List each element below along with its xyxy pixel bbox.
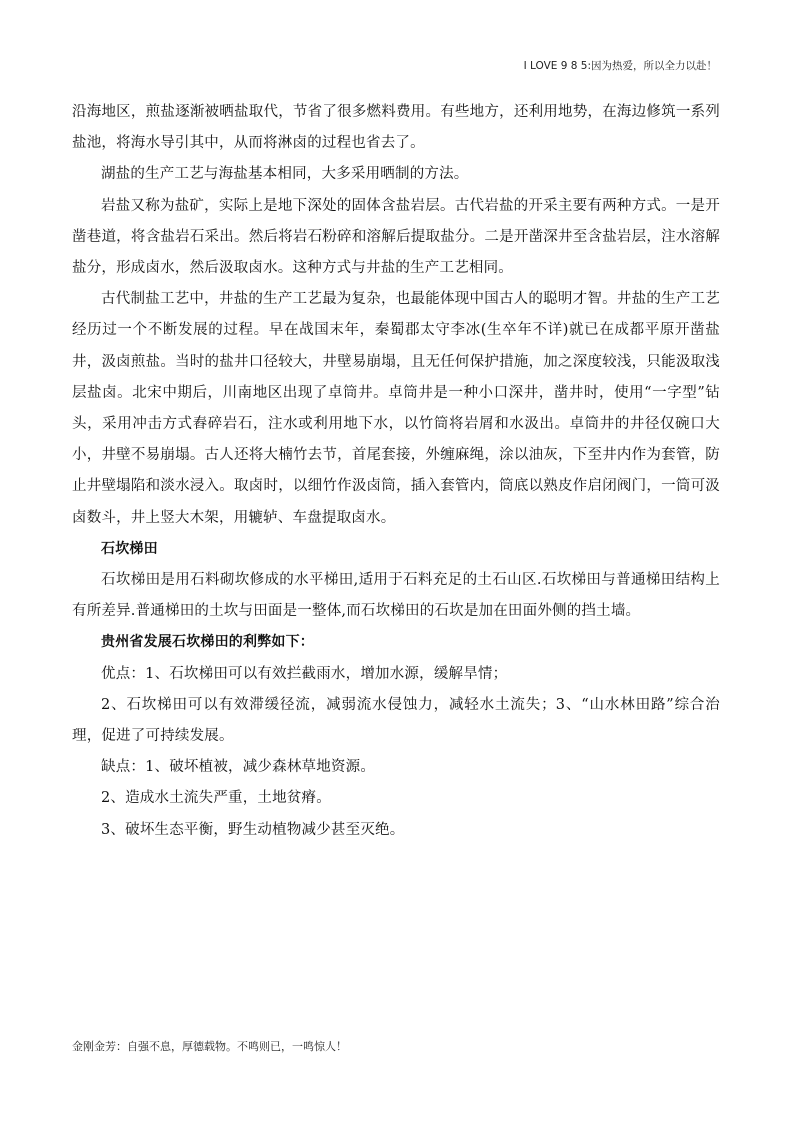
paragraph-well-salt: 古代制盐工艺中，井盐的生产工艺最为复杂，也最能体现中国古人的聪明才智。井盐的生产工艺经历过一个不断发展的过程。早在战国末年，秦蜀郡太守李冰(生卒年不详)就已在成都平原开凿盐井，汲卤煎盐。当时的盐井口径较大，井壁易崩塌，且无任何保护措施，加之深度较浅，只能汲取浅层盐卤。北宋中期后，川南地区出现了卓筒井。卓筒井是一种小口深井，凿井时，使用“一字型”钻头，采用冲击方式舂碎岩石，注水或利用地下水，以竹筒将岩屑和水汲出。卓筒井的井径仅碗口大小，井壁不易崩塌。古人还将大楠竹去节，首尾套接，外缠麻绳，涂以油灰，下至井内作为套管，防止井壁塌陷和淡水浸入。取卤时，以细竹作汲卤筒，插入套管内，筒底以熟皮作启闭阀门，一筒可汲卤数斗，井上竖大木架，用辘轳、车盘提取卤水。 xyxy=(72,291,720,526)
section-heading-stone-terrace: 石坎梯田 xyxy=(101,540,158,557)
paragraph-rock-salt: 岩盐又称为盐矿，实际上是地下深处的固体含盐岩层。古代岩盐的开采主要有两种方式。一是开凿巷道，将含盐岩石采出。然后将岩石粉碎和溶解后提取盐分。二是开凿深井至含盐岩层，注水溶解盐分，形成卤水，然后汲取卤水。这种方式与井盐的生产工艺相同。 xyxy=(72,197,720,277)
paragraph-cons-3: 3、破坏生态平衡，野生动植物减少甚至灭绝。 xyxy=(101,821,405,838)
page-header: I LOVE 9 8 5:因为热爱，所以全力以赴！ xyxy=(523,60,717,72)
paragraph-pros-2: 2、石坎梯田可以有效滞缓径流，减弱流水侵蚀力，减轻水土流失；3、“山水林田路”综合治理，促进了可持续发展。 xyxy=(72,696,720,745)
paragraph-lake-salt: 湖盐的生产工艺与海盐基本相同，大多采用晒制的方法。 xyxy=(101,166,469,183)
document-body xyxy=(72,97,720,846)
paragraph-cons-2: 2、造成水土流失严重，土地贫瘠。 xyxy=(101,790,331,807)
section-heading-pros-cons: 贵州省发展石坎梯田的利弊如下： xyxy=(101,634,314,651)
page-footer: 金刚金芳：自强不息，厚德载物。不鸣则已，一鸣惊人！ xyxy=(72,1040,347,1053)
paragraph-pros-1: 优点：1、石坎梯田可以有效拦截雨水，增加水源，缓解旱情； xyxy=(101,665,508,682)
paragraph-sea-salt: 沿海地区，煎盐逐渐被晒盐取代，节省了很多燃料费用。有些地方，还利用地势，在海边修筑一系列盐池，将海水导引其中，从而将淋卤的过程也省去了。 xyxy=(72,104,720,152)
paragraph-stone-terrace: 石坎梯田是用石料砌坎修成的水平梯田,适用于石料充足的土石山区.石坎梯田与普通梯田结构上有所差异.普通梯田的土坎与田面是一整体,而石坎梯田的石坎是加在田面外侧的挡土墙。 xyxy=(72,572,720,620)
paragraph-cons-1: 缺点：1、破坏植被，减少森林草地资源。 xyxy=(101,759,376,776)
